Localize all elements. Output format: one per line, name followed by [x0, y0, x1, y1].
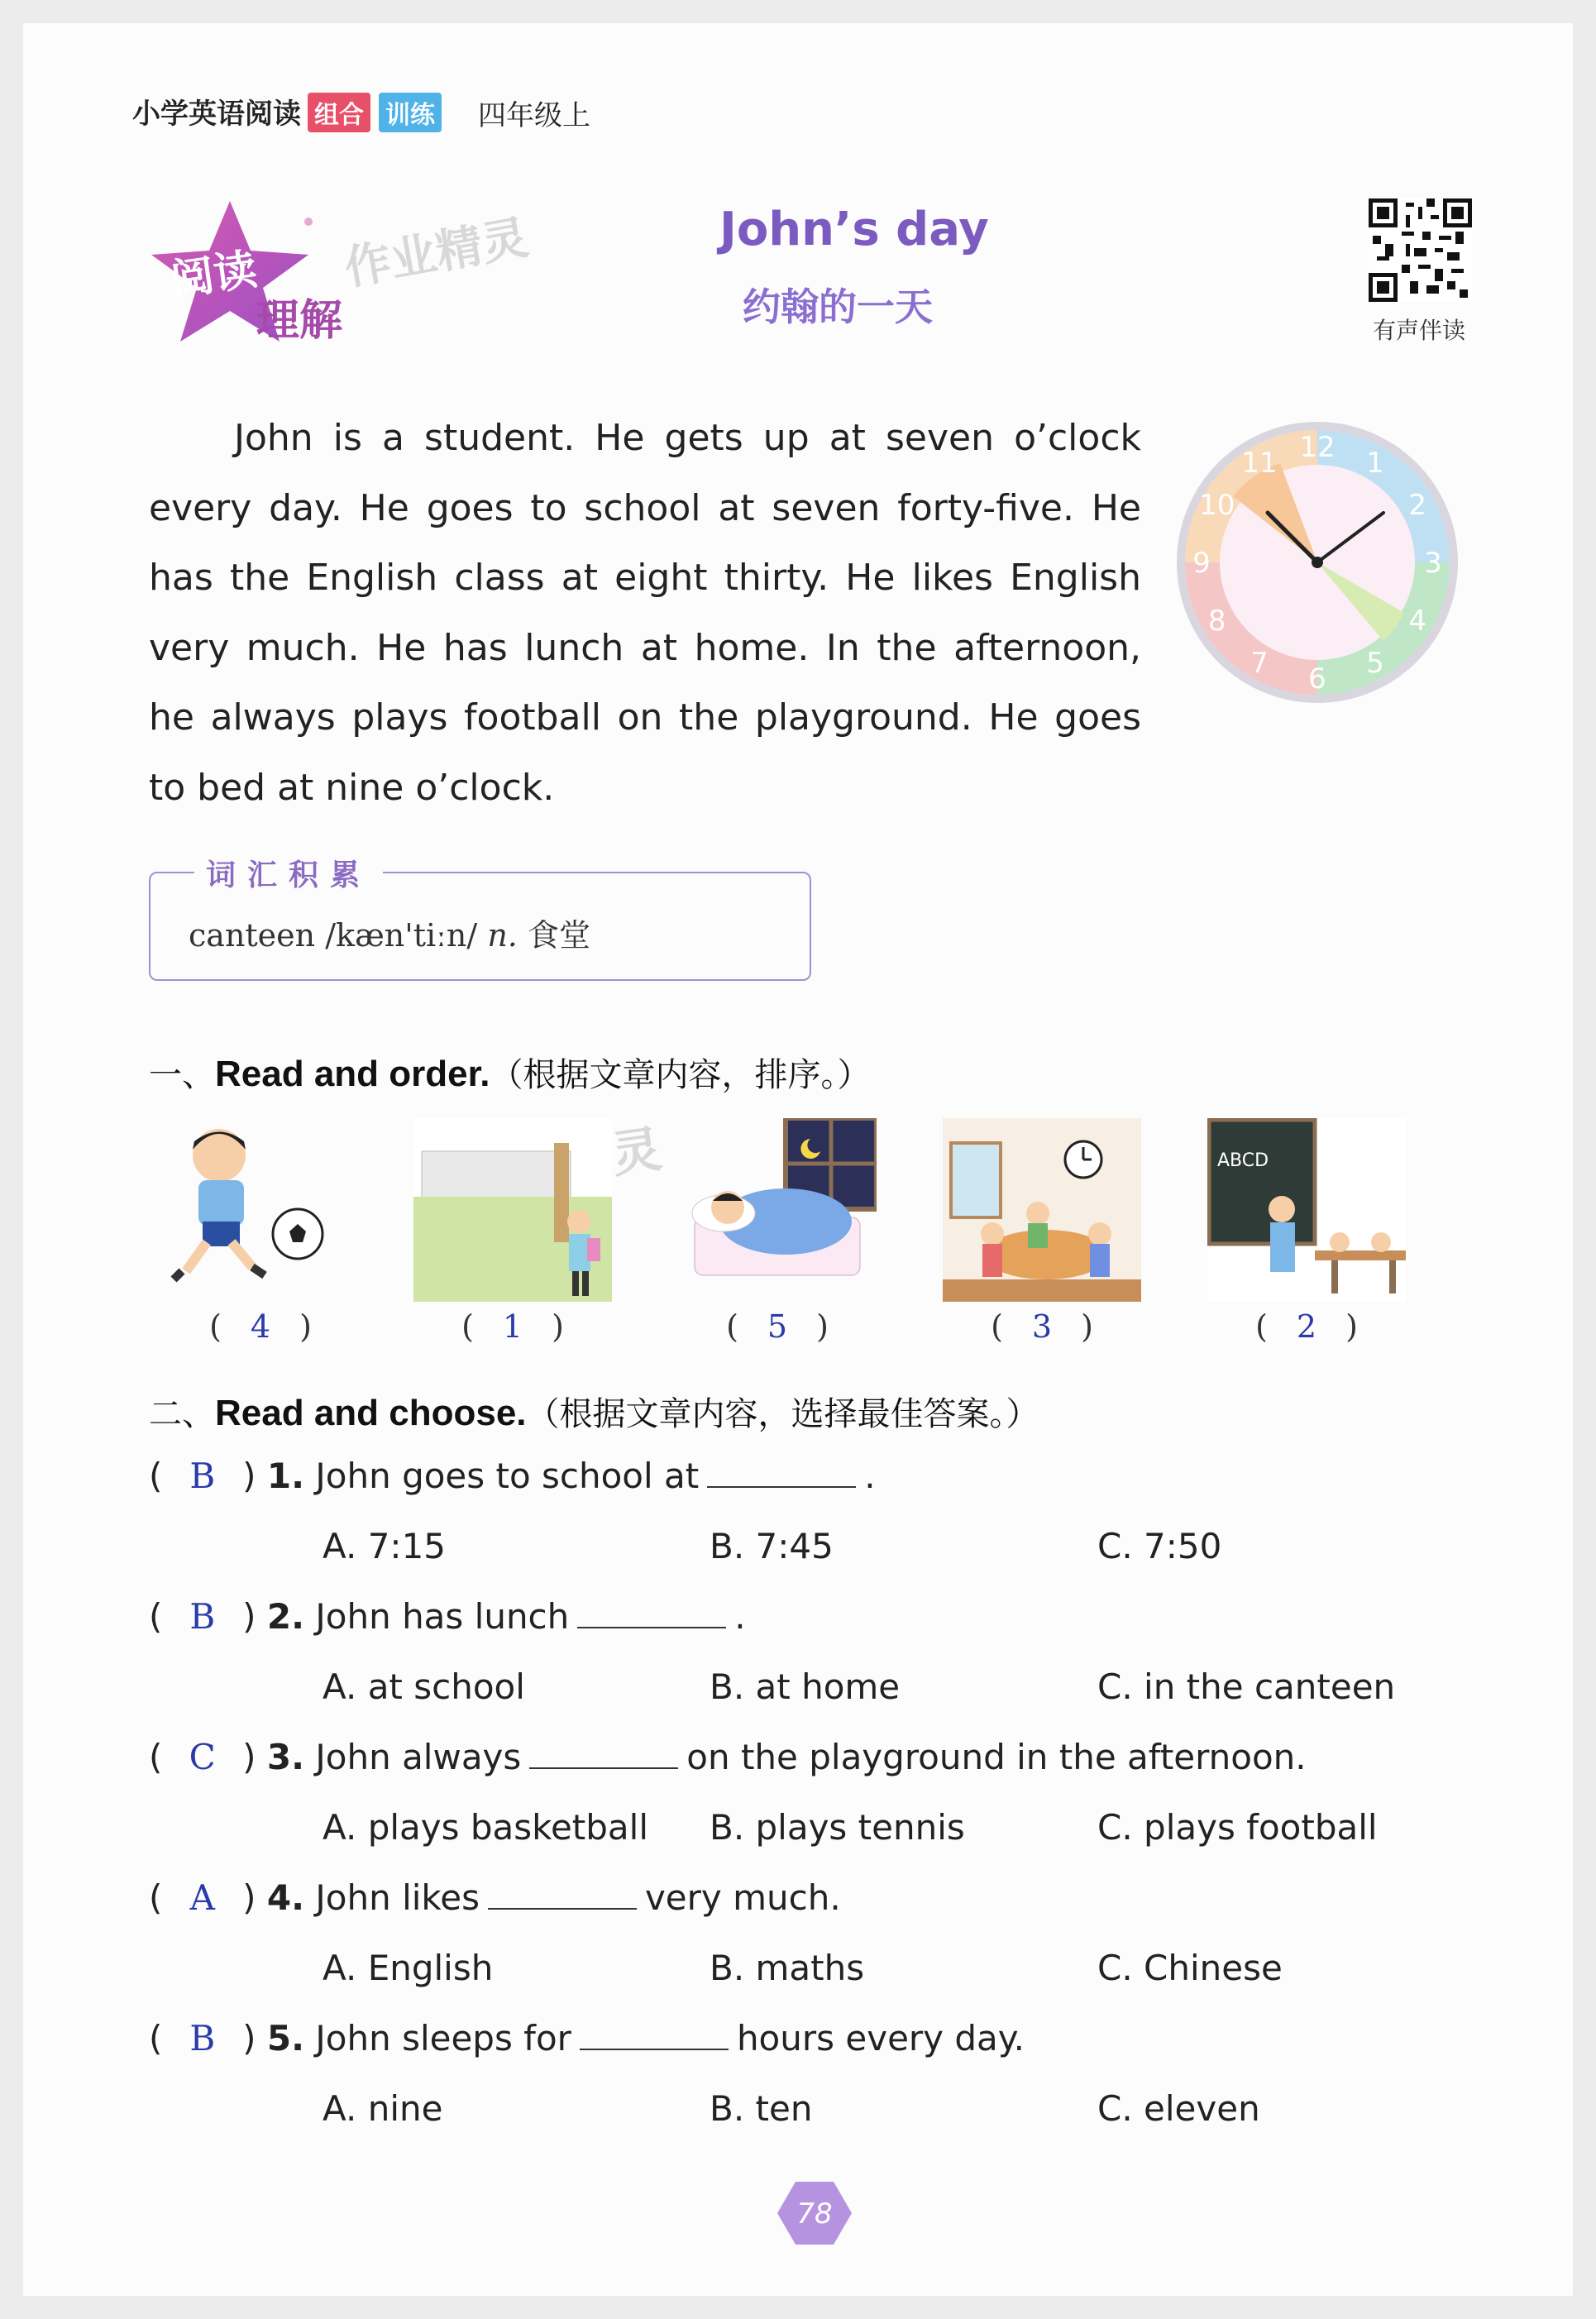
- option-a[interactable]: A. nine: [323, 2088, 443, 2129]
- grade-label: 四年级上: [478, 99, 590, 132]
- answer-blank: [529, 1738, 678, 1769]
- question-stem: John likes: [315, 1877, 480, 1918]
- answer-slot[interactable]: A: [189, 1877, 215, 1918]
- option-a[interactable]: A. at school: [323, 1666, 525, 1707]
- option-b[interactable]: B. maths: [710, 1948, 865, 1988]
- option-b[interactable]: B. at home: [710, 1666, 901, 1707]
- vocab-pos: n.: [487, 917, 518, 954]
- order-answer-1[interactable]: ( 4 ): [209, 1308, 312, 1345]
- clock-number: 3: [1424, 547, 1442, 580]
- picture-english-class: [1207, 1118, 1406, 1302]
- watermark: 作业精灵: [340, 210, 533, 296]
- question-3: ( C ) 3. John always on the playground in the afternoon.: [149, 1737, 1307, 1777]
- option-c[interactable]: C. Chinese: [1097, 1948, 1283, 1988]
- option-a[interactable]: A. plays basketball: [323, 1807, 648, 1848]
- question-stem: John has lunch: [315, 1596, 570, 1637]
- section1-heading: 一、Read and order.（根据文章内容，排序。）: [149, 1054, 871, 1094]
- qr-code-icon[interactable]: [1369, 198, 1472, 302]
- question-5: ( B ) 5. John sleeps for hours every day.: [149, 2018, 1025, 2058]
- vocab-phonetic: /kæn'tiːn/: [325, 917, 478, 954]
- answer-blank: [488, 1878, 637, 1910]
- title-english: John’s day: [719, 203, 989, 256]
- question-stem-end: on the playground in the afternoon.: [686, 1737, 1307, 1777]
- question-stem: John goes to school at: [315, 1456, 700, 1496]
- qr-caption: 有声伴读: [1373, 317, 1466, 344]
- answer-blank: [580, 2019, 729, 2050]
- badge-line1: 阅读: [167, 244, 260, 306]
- option-c[interactable]: C. plays football: [1097, 1807, 1378, 1848]
- page-number-badge: [777, 2180, 852, 2246]
- option-b[interactable]: B. 7:45: [710, 1526, 834, 1566]
- section1-title: Read and order.: [215, 1054, 490, 1094]
- clock-number: 4: [1408, 605, 1427, 638]
- option-c[interactable]: C. in the canteen: [1097, 1666, 1396, 1707]
- page-number: 78: [796, 2197, 833, 2231]
- answer-blank: [577, 1597, 726, 1628]
- answer-slot[interactable]: B: [189, 1596, 216, 1637]
- option-a[interactable]: A. 7:15: [323, 1526, 447, 1566]
- vocab-word: canteen: [189, 917, 316, 954]
- question-stem-end: very much.: [644, 1877, 841, 1918]
- vocab-entry: [189, 910, 590, 955]
- clock-number: 12: [1299, 431, 1336, 464]
- title-chinese: 约翰的一天: [743, 284, 933, 329]
- question-stem-end: .: [864, 1456, 876, 1496]
- section2-heading: 二、Read and choose.（根据文章内容，选择最佳答案。）: [149, 1393, 1039, 1433]
- answer-slot[interactable]: B: [189, 1456, 216, 1496]
- clock-number: 7: [1250, 647, 1269, 681]
- question-1: ( B ) 1. John goes to school at .: [149, 1456, 876, 1496]
- answer-slot[interactable]: B: [189, 2018, 216, 2058]
- vocab-title: 词汇积累: [194, 852, 383, 894]
- clock-number: 2: [1408, 489, 1427, 522]
- question-number: 4.: [266, 1877, 305, 1918]
- passage-text: John is a student. He gets up at seven o’clock every day. He goes to school at seven forty-five. He has the English class at eight thirty. He likes English very much. He has lunch at home. In the afternoon, he always plays football on the playground. He goes to bed at nine o’clock.: [149, 417, 1141, 809]
- vocab-meaning: 食堂: [527, 917, 590, 954]
- book-title: 小学英语阅读: [132, 98, 301, 131]
- order-answer-3[interactable]: ( 5 ): [726, 1308, 829, 1345]
- badge-line2: 理解: [256, 295, 343, 346]
- picture-boy-sleeping-in-bed: [678, 1118, 877, 1302]
- clock-number: 10: [1199, 489, 1235, 522]
- clock-number: 5: [1366, 647, 1384, 681]
- clock-icon: [1173, 418, 1462, 707]
- option-b[interactable]: B. ten: [710, 2088, 813, 2129]
- series-tag-1: 组合: [308, 93, 370, 132]
- option-c[interactable]: C. 7:50: [1097, 1526, 1222, 1566]
- question-number: 2.: [266, 1596, 305, 1637]
- option-c[interactable]: C. eleven: [1097, 2088, 1260, 2129]
- question-number: 5.: [266, 2018, 305, 2058]
- picture-boy-playing-football: [161, 1118, 360, 1302]
- question-2: ( B ) 2. John has lunch .: [149, 1596, 746, 1637]
- question-stem-end: .: [734, 1596, 746, 1637]
- clock-number: 6: [1308, 662, 1326, 696]
- question-stem-end: hours every day.: [736, 2018, 1025, 2058]
- series-tag-2: 训练: [379, 93, 442, 132]
- question-stem: John sleeps for: [315, 2018, 571, 2058]
- option-a[interactable]: A. English: [323, 1948, 494, 1988]
- clock-number: 8: [1207, 605, 1226, 638]
- question-number: 1.: [266, 1456, 305, 1496]
- answer-blank: [707, 1456, 856, 1488]
- option-b[interactable]: B. plays tennis: [710, 1807, 965, 1848]
- clock-number: 1: [1366, 446, 1384, 480]
- question-number: 3.: [266, 1737, 305, 1777]
- section2-title: Read and choose.: [215, 1393, 527, 1433]
- question-stem: John always: [315, 1737, 522, 1777]
- section1-hint: （根据文章内容，排序。）: [490, 1056, 871, 1094]
- section2-hint: （根据文章内容，选择最佳答案。）: [526, 1395, 1039, 1433]
- reading-passage: [149, 404, 1141, 823]
- picture-boy-going-to-school: [413, 1118, 612, 1302]
- clock-number: 11: [1241, 446, 1278, 480]
- order-answer-2[interactable]: ( 1 ): [461, 1308, 564, 1345]
- clock-number: 9: [1192, 547, 1211, 580]
- picture-family-having-lunch: [943, 1118, 1141, 1302]
- board-text: ABCD: [1217, 1150, 1269, 1171]
- order-answer-4[interactable]: ( 3 ): [991, 1308, 1093, 1345]
- question-4: ( A ) 4. John likes very much.: [149, 1877, 841, 1918]
- order-answer-5[interactable]: ( 2 ): [1255, 1308, 1358, 1345]
- answer-slot[interactable]: C: [189, 1737, 216, 1777]
